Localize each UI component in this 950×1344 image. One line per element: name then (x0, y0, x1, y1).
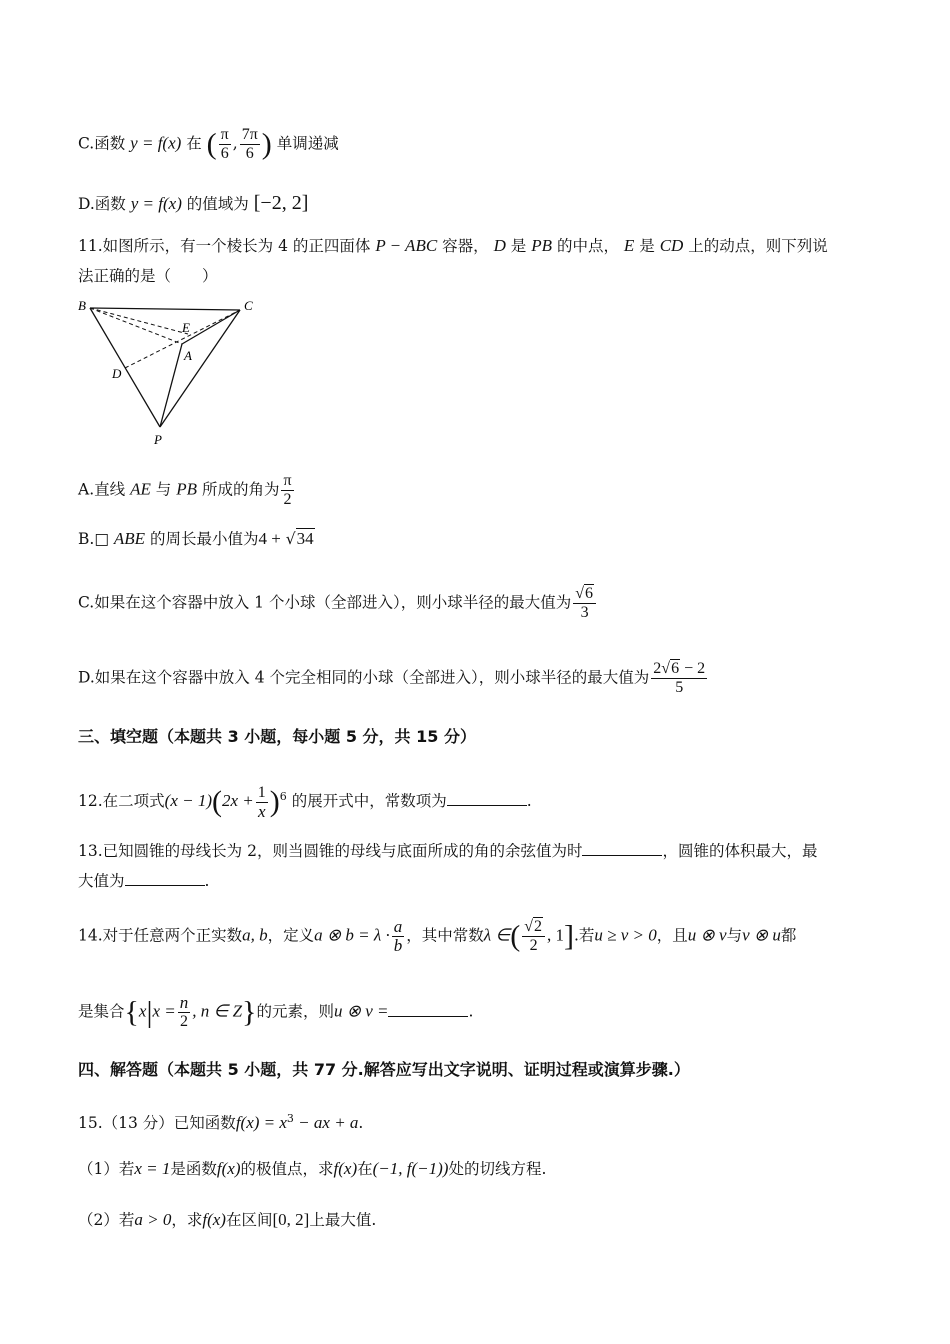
tetrahedron-name: P − ABC (375, 236, 438, 255)
q14-text: 的元素，则 (256, 1002, 334, 1021)
q14-line2 (78, 994, 878, 1031)
set-cond: x = (152, 1001, 176, 1021)
section-4-heading: 四、解答题（本题共 5 小题，共 77 分.解答应写出文字说明、证明过程或演算步骤.） (78, 1060, 690, 1079)
answer-blank[interactable] (388, 1000, 468, 1017)
definition-expr: a ⊗ b = λ · (314, 925, 390, 945)
condition-expr: a > 0 (134, 1210, 172, 1229)
option-c-monotonic: C.函数 y = f(x) 在 ( $\frac{\pi}{6}$ , $\frac{7\pi}{6}$ ) 单调递减 (78, 126, 339, 162)
segment-dc-dashed (125, 310, 240, 368)
q11-line2 (78, 261, 878, 291)
q15-text: 在 (357, 1160, 373, 1178)
text-in: 在 (186, 134, 202, 153)
edge-ba-dashed (90, 308, 182, 344)
q15-text: 15.（13 分）已知函数 (78, 1114, 236, 1133)
q15-text: . (358, 1114, 364, 1133)
label-d: D (112, 366, 122, 381)
label-c: C (244, 298, 253, 313)
set-var: x (138, 1001, 147, 1021)
value-int: 4 + (258, 529, 281, 548)
q14-text: 是集合 (78, 1002, 125, 1021)
label-e: E (182, 320, 190, 335)
value-sqrt: 34 (296, 529, 314, 548)
bracket-right: ] (563, 919, 574, 953)
q13-text: 13.已知圆锥的母线长为 2，则当圆锥的母线与底面所成的角的余弦值为时 (78, 842, 583, 860)
q11-text: 的中点， (556, 237, 619, 255)
fraction-pi-2 (281, 472, 293, 509)
option-label: D.函数 (78, 195, 126, 213)
option-d-range (78, 188, 878, 219)
option-label: A.直线 (78, 480, 126, 499)
answer-blank[interactable] (582, 839, 662, 856)
fraction-answer: $\frac{2√6 - 2}{5}$ (653, 660, 706, 696)
q13-line1 (78, 836, 878, 866)
answer-blank[interactable] (125, 869, 205, 886)
frac-den: 5 (675, 679, 684, 696)
q15-text: 在区间 (225, 1211, 273, 1229)
label-a: A (184, 348, 192, 363)
segment-pb: PB (531, 236, 553, 255)
q15-part1 (78, 1154, 878, 1184)
paren-right: ) (261, 127, 272, 161)
point-expr: (−1, f(−1)) (372, 1159, 449, 1178)
x-value: x = 1 (134, 1159, 171, 1178)
q11-option-c (78, 585, 878, 622)
interval-right: , 1 (546, 925, 564, 945)
frac-den: 3 (580, 604, 589, 621)
function-expr-rest: − ax + a (293, 1113, 359, 1133)
segment-ae: AE (130, 479, 151, 499)
q15-text: （1）若 (78, 1160, 135, 1178)
range-interval: [−2, 2] (253, 192, 309, 214)
option-text: D.如果在这个容器中放入 4 个完全相同的小球（全部进入），则小球半径的最大值为 (78, 668, 650, 687)
answer-expr: u ⊗ v = (333, 1001, 389, 1021)
paren-left: ( (206, 127, 217, 161)
fraction-1-x (256, 784, 268, 821)
frac-den: 2 (283, 491, 292, 508)
q15-text: ，求 (171, 1211, 203, 1229)
edge-bc (90, 308, 240, 310)
frac-num: a (393, 917, 403, 936)
q11-text: 法正确的是（ ） (78, 267, 218, 285)
option-text: 所成的角为 (201, 480, 280, 499)
set-z: , n ∈ Z (192, 1001, 243, 1021)
edge-ca (182, 310, 240, 344)
exponent: 3 (286, 1112, 294, 1125)
q15-text: 是函数 (170, 1160, 217, 1178)
frac-num: 7π (241, 126, 258, 143)
paren-right: ) (269, 785, 280, 819)
frac-num: π (283, 472, 292, 489)
option-text: C.如果在这个容器中放入 1 个小球（全部进入），则小球半径的最大值为 (78, 593, 572, 612)
function-expr: f(x) (333, 1159, 358, 1178)
q12-text: 的展开式中，常数项为 (291, 792, 447, 811)
q14-line1 (78, 918, 878, 955)
point-e: E (623, 236, 635, 255)
frac-num-a: 2 (653, 660, 662, 677)
frac-num-sqrt: 6 (671, 660, 680, 677)
q12-text: . (526, 792, 532, 811)
binomial-part2: 2x + (222, 791, 254, 811)
q13-text: 大值为 (78, 872, 125, 890)
q11-text: 容器， (442, 237, 489, 255)
function-expr: f(x) (202, 1210, 226, 1229)
lambda-expr: λ ∈ (483, 925, 511, 945)
exponent: 6 (279, 790, 287, 803)
function-expr: y = f(x) (130, 133, 182, 153)
q11-option-d (78, 660, 878, 697)
frac-den: 6 (245, 145, 254, 162)
option-text: 单调递减 (276, 134, 339, 153)
q12 (78, 782, 878, 821)
q11-text: 是 (639, 237, 655, 255)
option-text: 与 (155, 480, 172, 499)
option-label: C.函数 (78, 134, 126, 153)
frac-den: 6 (220, 145, 229, 162)
frac-den: x (258, 801, 266, 821)
fraction-n-2 (178, 994, 191, 1031)
expr-uv: u ⊗ v (687, 925, 727, 945)
vars-ab: a, b (242, 925, 268, 945)
q11-option-a (78, 472, 878, 509)
q15-text: 处的切线方程. (448, 1160, 547, 1178)
edge-cp (160, 310, 240, 427)
frac-den: b (393, 936, 403, 955)
option-text: 的周长最小值为 (150, 530, 259, 548)
fraction-a-b (392, 918, 405, 955)
fraction-pi-6 (219, 126, 231, 163)
condition-expr: u ≥ v > 0 (594, 925, 657, 945)
q15-stem (78, 1104, 878, 1138)
function-expr: f(x) = x (235, 1113, 287, 1133)
binomial-part1: (x − 1) (164, 791, 212, 811)
label-b: B (78, 298, 86, 313)
expr-vu: v ⊗ u (742, 925, 781, 945)
tetrahedron-figure (76, 296, 266, 456)
q12-text: 12.在二项式 (78, 792, 165, 811)
q13-text: . (204, 872, 210, 890)
q14-text: .若 (573, 926, 595, 945)
frac-num: π (220, 126, 229, 143)
segment-pb: PB (176, 479, 198, 499)
q15-part2 (78, 1205, 878, 1235)
q15-text: 的极值点，求 (240, 1160, 334, 1178)
frac-num: 1 (257, 783, 266, 801)
paren-left: ( (212, 785, 222, 819)
frac-num: 2 (533, 918, 542, 935)
q14-text: 与 (726, 926, 743, 945)
q14-text: . (468, 1002, 474, 1021)
q15-text: 上最大值. (309, 1211, 377, 1229)
q11-text: 11.如图所示，有一个棱长为 4 的正四面体 (78, 237, 371, 255)
function-expr: y = f(x) (130, 194, 182, 213)
option-label: B.□ (78, 530, 109, 548)
label-p: P (154, 432, 162, 447)
frac-den: 2 (529, 937, 538, 954)
edge-ap (160, 344, 182, 427)
q14-text: 都 (780, 926, 797, 945)
fraction-sqrt6-3: $\frac{√6}{3}$ (573, 585, 596, 622)
function-expr: f(x) (216, 1159, 241, 1178)
option-text: 的值域为 (186, 195, 249, 213)
q15-text: （2）若 (78, 1211, 135, 1229)
q14-text: ，其中常数 (406, 926, 484, 945)
answer-blank[interactable] (447, 789, 527, 806)
frac-num: n (179, 993, 189, 1012)
fraction-sqrt2-2: $\frac{√2}{2}$ (522, 918, 545, 955)
q13-line2 (78, 866, 878, 896)
q14-text: 14.对于任意两个正实数 (78, 926, 243, 945)
segment-cd: CD (659, 236, 684, 255)
fraction-7pi-6 (240, 126, 260, 163)
frac-num: 6 (584, 585, 593, 602)
frac-num-b: − 2 (680, 660, 706, 677)
q11-line1 (78, 231, 878, 261)
segment-be-dashed (90, 308, 188, 334)
point-d: D (493, 236, 506, 255)
interval-expr: [0, 2] (272, 1210, 310, 1229)
frac-den: 2 (180, 1013, 189, 1030)
brace-left: { (124, 995, 139, 1029)
set-bar: | (146, 995, 153, 1029)
triangle-abe: ABE (113, 529, 146, 548)
paren-left: ( (510, 919, 521, 953)
q11-option-b: B.□ ABE 的周长最小值为4 + √34 (78, 529, 314, 548)
brace-right: } (242, 995, 257, 1029)
q13-text: ，圆锥的体积最大，最 (662, 842, 818, 860)
q14-text: ，且 (656, 926, 688, 945)
q11-text: 上的动点，则下列说 (688, 237, 828, 255)
q14-text: ，定义 (267, 926, 315, 945)
section-3-heading: 三、填空题（本题共 3 小题，每小题 5 分，共 15 分） (78, 727, 476, 746)
q11-text: 是 (510, 237, 527, 255)
